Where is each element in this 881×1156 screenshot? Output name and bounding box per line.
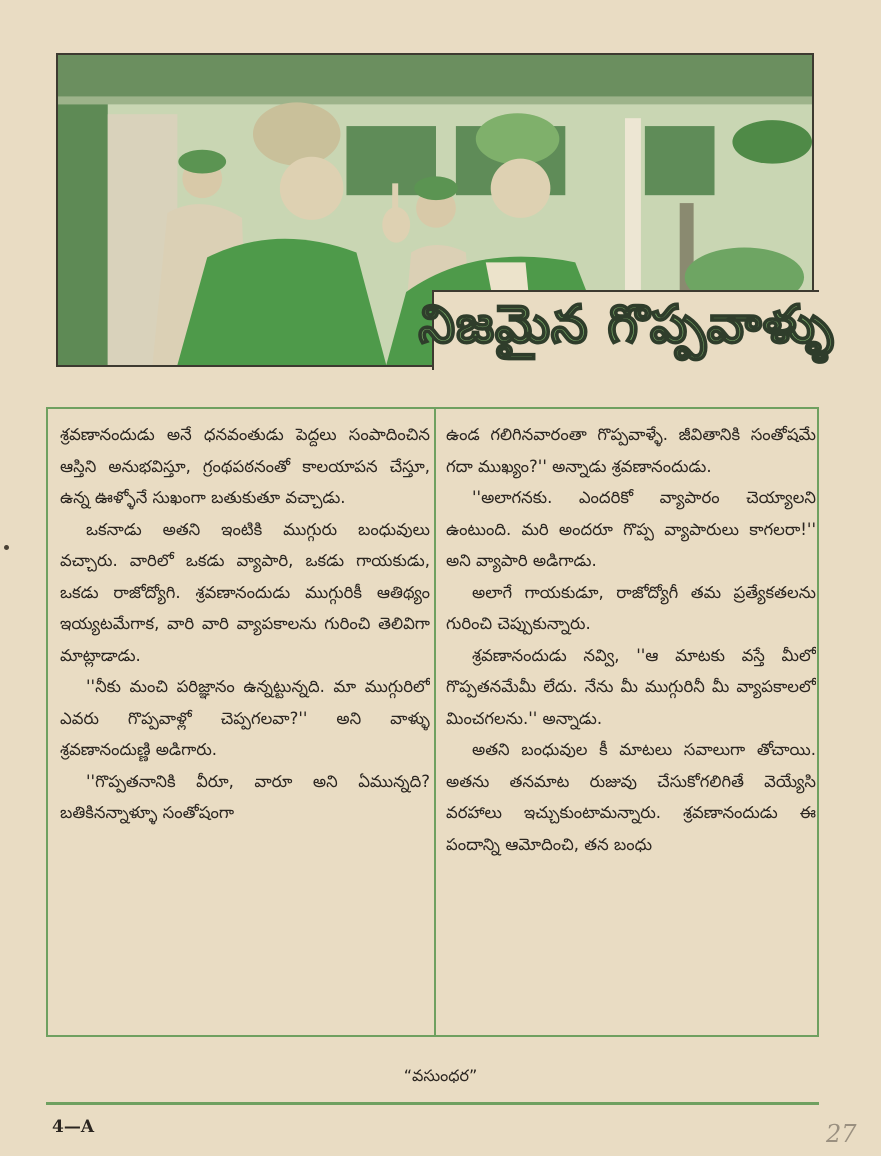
story-title: నిజమైన గొప్పవాళ్ళు bbox=[418, 294, 835, 355]
paragraph: శ్రవణానందుడు అనే ధనవంతుడు పెద్దలు సంపాదించిన ఆస్తిని అనుభవిస్తూ, గ్రంథపఠనంతో కాలయాపన చేస్తూ, ఉన్న ఊళ్ళోనే సుఖంగా బతుకుతూ వచ్చాడు. bbox=[60, 425, 430, 507]
story-title-panel bbox=[418, 290, 835, 370]
page-number: 27 bbox=[826, 1120, 857, 1148]
paragraph: అలాగే గాయకుడూ, రాజోద్యోగీ తమ ప్రత్యేకతలను గురించి చెప్పుకున్నారు. bbox=[446, 582, 816, 633]
paragraph: ఉండ గలిగినవారంతా గొప్పవాళ్ళే. జీవితానికి సంతోషమే గదా ముఖ్యం?'' అన్నాడు శ్రవణానందుడు. bbox=[446, 425, 816, 476]
story-column-left bbox=[60, 419, 430, 1029]
page-code: 4—A bbox=[52, 1117, 95, 1137]
paragraph: ''నీకు మంచి పరిజ్ఞానం ఉన్నట్టున్నది. మా ముగ్గురిలో ఎవరు గొప్పవాళ్లో చెప్పగలవా?'' అని వాళ్ళు శ్రవణానందుణ్ణి అడిగారు. bbox=[60, 677, 430, 759]
story-column-right bbox=[446, 419, 816, 1029]
paragraph: ఒకనాడు అతని ఇంటికి ముగ్గురు బంధువులు వచ్చారు. వారిలో ఒకడు వ్యాపారి, ఒకడు గాయకుడు, ఒకడు రాజోద్యోగి. శ్రవణానందుడు ముగ్గురికీ ఆతిథ్యం ఇయ్యటమేగాక, వారి వారి వ్యాపకాలను గురించి తెలివిగా మాట్లాడాడు. bbox=[60, 519, 430, 665]
bottom-rule bbox=[46, 1102, 819, 1105]
paragraph: ''గొప్పతనానికి వీరూ, వారూ అని ఏమున్నది? బతికినన్నాళ్ళూ సంతోషంగా bbox=[60, 771, 430, 822]
margin-mark bbox=[4, 545, 9, 550]
author-credit: “వసుంధర” bbox=[403, 1066, 478, 1085]
paragraph: ''అలాగనకు. ఎందరికో వ్యాపారం చెయ్యాలని ఉంటుంది. మరి అందరూ గొప్ప వ్యాపారులు కాగలరా!'' అని వ్యాపారి అడిగాడు. bbox=[446, 488, 816, 570]
story-frame bbox=[46, 407, 819, 1037]
paragraph: అతని బంధువుల కీ మాటలు సవాలుగా తోచాయి. అతను తనమాట రుజువు చేసుకోగలిగితే వెయ్యేసి వరహాలు ఇచ్చుకుంటామన్నారు. శ్రవణానందుడు ఈ పందాన్ని ఆమోదించి, తన బంధు bbox=[446, 740, 816, 854]
paragraph: శ్రవణానందుడు నవ్వి, ''ఆ మాటకు వస్తే మీలో గొప్పతనమేమీ లేదు. నేను మీ ముగ్గురినీ మీ వ్యాపకాలలో మించగలను.'' అన్నాడు. bbox=[446, 645, 816, 728]
column-divider bbox=[434, 409, 436, 1035]
